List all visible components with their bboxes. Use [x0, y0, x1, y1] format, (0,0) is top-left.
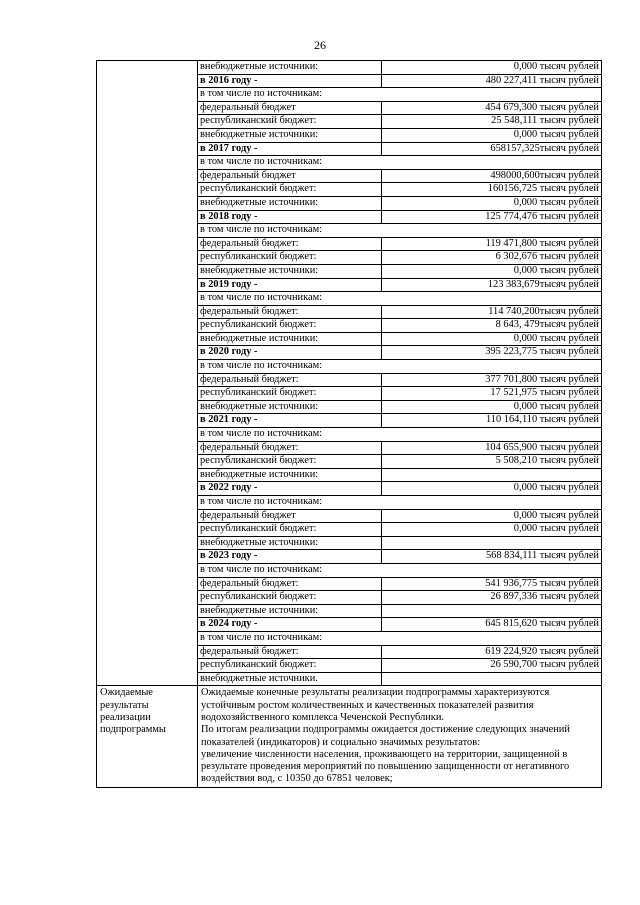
funding-row-value: 17 521,975 тысяч рублей — [382, 387, 602, 401]
funding-row-value: 8 643, 479тысяч рублей — [382, 319, 602, 333]
funding-row-label: в том числе по источникам: — [198, 631, 602, 645]
funding-row-label: в том числе по источникам: — [198, 428, 602, 442]
funding-row-value: 645 815,620 тысяч рублей — [382, 618, 602, 632]
funding-row-label: федеральный бюджет: — [198, 577, 382, 591]
funding-row-value: 541 936,775 тысяч рублей — [382, 577, 602, 591]
funding-row-label: внебюджетные источники: — [198, 128, 382, 142]
funding-row-label: республиканский бюджет: — [198, 591, 382, 605]
funding-row-label: в том числе по источникам: — [198, 563, 602, 577]
funding-row-value: 123 383,679тысяч рублей — [382, 278, 602, 292]
funding-row-value: 160156,725 тысяч рублей — [382, 183, 602, 197]
funding-row-value: 0,000 тысяч рублей — [382, 523, 602, 537]
funding-row-value: 25 548,111 тысяч рублей — [382, 115, 602, 129]
results-paragraph: По итогам реализации подпрограммы ожидается достижение следующих значений показателей (индикаторов) и социально значимых результатов: — [201, 724, 570, 748]
funding-row-label: федеральный бюджет: — [198, 237, 382, 251]
funding-row-label: внебюджетные источники: — [198, 61, 382, 75]
results-row — [97, 686, 602, 787]
funding-row-label: в 2022 году - — [198, 482, 382, 496]
funding-row-label: федеральный бюджет — [198, 101, 382, 115]
funding-row-label: внебюджетные источники: — [198, 264, 382, 278]
funding-row-label: федеральный бюджет: — [198, 305, 382, 319]
funding-row-value: 114 740,200тысяч рублей — [382, 305, 602, 319]
funding-row-value: 498000,600тысяч рублей — [382, 169, 602, 183]
funding-row-label: в том числе по источникам: — [198, 292, 602, 306]
funding-row-value: 125 774,476 тысяч рублей — [382, 210, 602, 224]
funding-row-value: 0,000 тысяч рублей — [382, 61, 602, 75]
funding-row-value: 0,000 тысяч рублей — [382, 482, 602, 496]
funding-row-label: республиканский бюджет: — [198, 251, 382, 265]
funding-row-label: в 2019 году - — [198, 278, 382, 292]
funding-row-value — [382, 604, 602, 618]
funding-row-label: внебюджетные источники: — [198, 196, 382, 210]
funding-row-value — [382, 468, 602, 482]
funding-row-value: 454 679,300 тысяч рублей — [382, 101, 602, 115]
funding-row-label: в том числе по источникам: — [198, 156, 602, 170]
funding-row-label: внебюджетные источники: — [198, 400, 382, 414]
funding-table — [96, 60, 602, 788]
funding-row-value: 104 655,900 тысяч рублей — [382, 441, 602, 455]
funding-row-value: 110 164,110 тысяч рублей — [382, 414, 602, 428]
funding-row-label: в том числе по источникам: — [198, 224, 602, 238]
funding-row-label: внебюджетные источники: — [198, 468, 382, 482]
funding-row-value: 0,000 тысяч рублей — [382, 509, 602, 523]
funding-row-label: республиканский бюджет: — [198, 319, 382, 333]
funding-row-value: 5 508,210 тысяч рублей — [382, 455, 602, 469]
funding-row-value: 658157,325тысяч рублей — [382, 142, 602, 156]
funding-row-value — [382, 672, 602, 686]
funding-row-label: внебюджетные источники. — [198, 672, 382, 686]
funding-row-label: федеральный бюджет: — [198, 645, 382, 659]
empty-label-cell — [97, 61, 198, 686]
results-paragraph: увеличение численности населения, проживающего на территории, защищенной в результате проведения мероприятий по повышению защищенности от негативного воздействия вод, с 10350 до 67851 человек; — [201, 748, 570, 785]
results-section-label: Ожидаемые результаты реализации подпрограммы — [97, 686, 198, 787]
funding-row-value: 619 224,920 тысяч рублей — [382, 645, 602, 659]
funding-row-label: в 2021 году - — [198, 414, 382, 428]
funding-row-value: 0,000 тысяч рублей — [382, 400, 602, 414]
funding-row-label: в 2024 году - — [198, 618, 382, 632]
funding-row-value: 0,000 тысяч рублей — [382, 332, 602, 346]
funding-row-label: в 2018 году - — [198, 210, 382, 224]
funding-row-label: в 2016 году - — [198, 74, 382, 88]
funding-row-label: в том числе по источникам: — [198, 496, 602, 510]
funding-row-label: в 2017 году - — [198, 142, 382, 156]
funding-row-label: в 2023 году - — [198, 550, 382, 564]
funding-row-label: республиканский бюджет: — [198, 387, 382, 401]
funding-row-value — [382, 536, 602, 550]
funding-row-label: федеральный бюджет — [198, 169, 382, 183]
funding-row-value: 119 471,800 тысяч рублей — [382, 237, 602, 251]
funding-row-value: 26 590,700 тысяч рублей — [382, 659, 602, 673]
funding-row-value: 395 223,775 тысяч рублей — [382, 346, 602, 360]
funding-row-label: внебюджетные источники: — [198, 604, 382, 618]
funding-row-label: внебюджетные источники: — [198, 332, 382, 346]
funding-row-value: 6 302,676 тысяч рублей — [382, 251, 602, 265]
funding-row-label: федеральный бюджет: — [198, 373, 382, 387]
funding-row-value: 377 701,800 тысяч рублей — [382, 373, 602, 387]
funding-row-label: в том числе по источникам: — [198, 88, 602, 102]
funding-row-value: 0,000 тысяч рублей — [382, 264, 602, 278]
funding-row-label: федеральный бюджет: — [198, 441, 382, 455]
funding-row-value: 568 834,111 тысяч рублей — [382, 550, 602, 564]
funding-row-label: в том числе по источникам: — [198, 360, 602, 374]
funding-row-label: республиканский бюджет: — [198, 115, 382, 129]
funding-row-value: 26 897,336 тысяч рублей — [382, 591, 602, 605]
funding-row-label: республиканский бюджет: — [198, 455, 382, 469]
funding-row-label: федеральный бюджет — [198, 509, 382, 523]
results-section-text — [198, 686, 602, 787]
funding-row-label: республиканский бюджет: — [198, 183, 382, 197]
funding-row-value: 480 227,411 тысяч рублей — [382, 74, 602, 88]
funding-row — [97, 61, 602, 75]
funding-row-label: республиканский бюджет: — [198, 659, 382, 673]
funding-row-label: в 2020 году - — [198, 346, 382, 360]
funding-row-value: 0,000 тысяч рублей — [382, 196, 602, 210]
results-paragraph: Ожидаемые конечные результаты реализации подпрограммы характеризуются устойчивым ростом количественных и качественных показателей развития водохозяйственного комплекса Чеченской Республики. — [201, 687, 550, 723]
funding-row-label: республиканский бюджет: — [198, 523, 382, 537]
funding-row-label: внебюджетные источники: — [198, 536, 382, 550]
funding-row-value: 0,000 тысяч рублей — [382, 128, 602, 142]
page-number: 26 — [314, 38, 326, 52]
